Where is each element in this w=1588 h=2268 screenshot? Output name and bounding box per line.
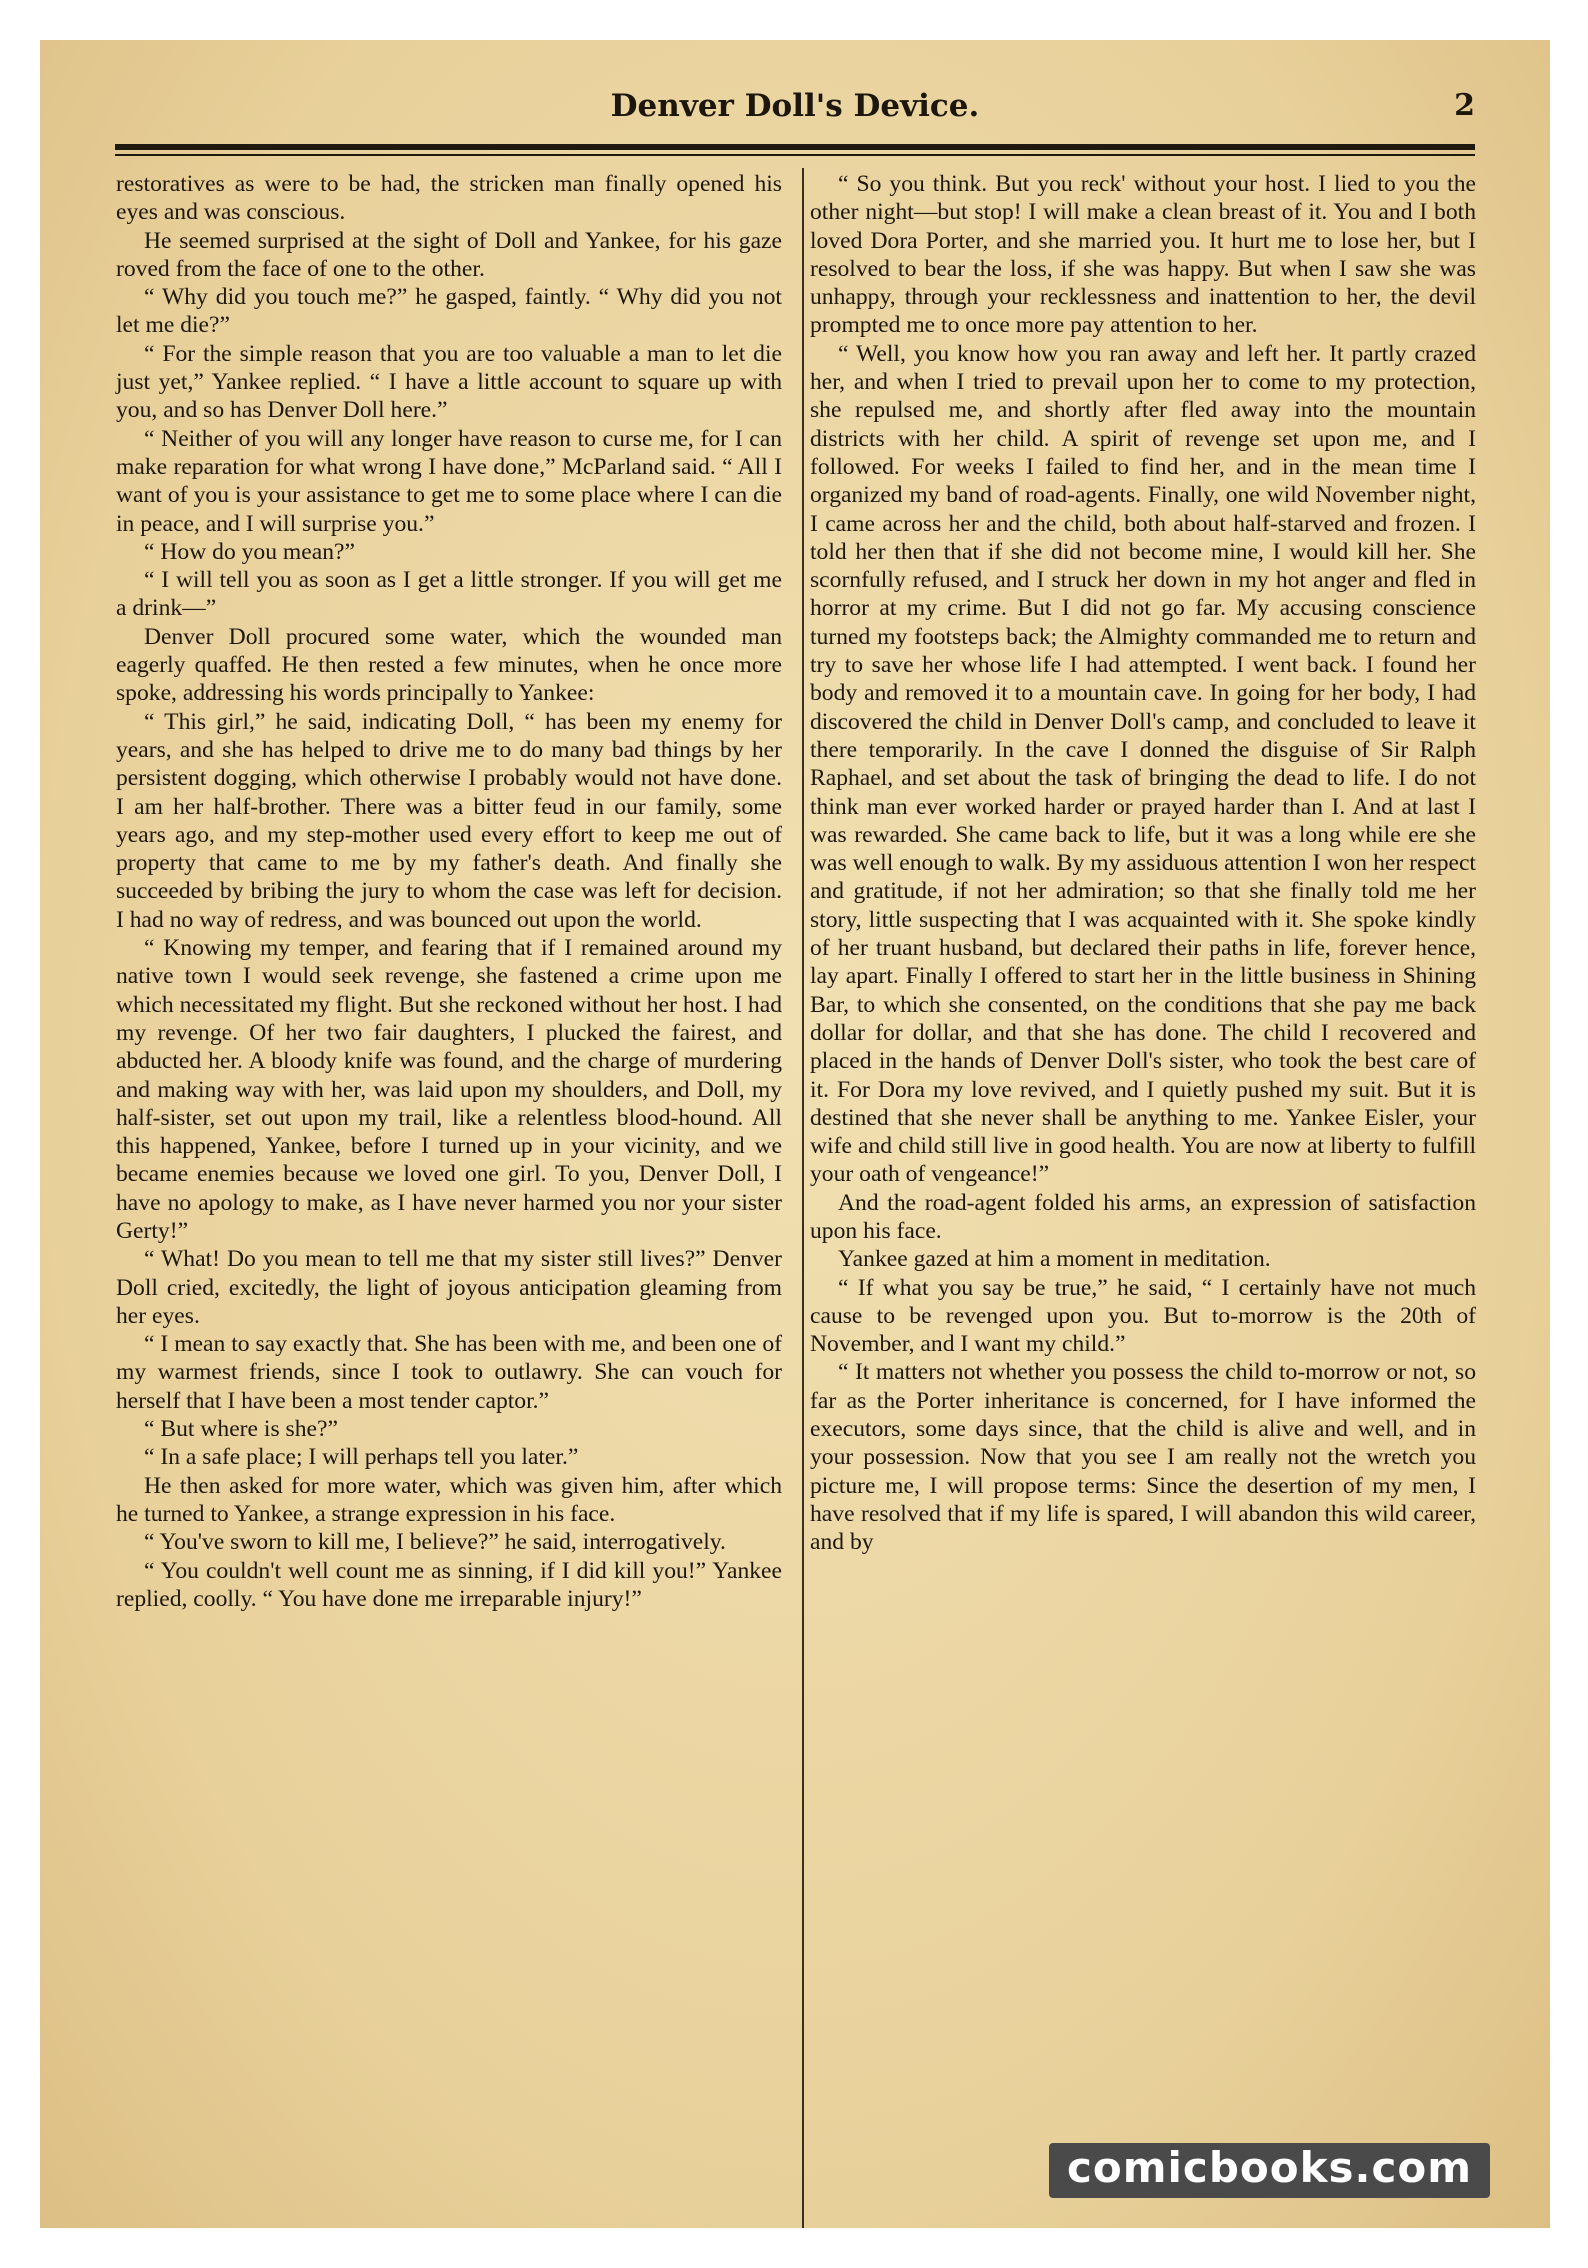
paragraph: “ This girl,” he said, indicating Doll, “ has been my enemy for years, and she has helped to drive me to do many bad things by her persistent dogging, which otherwise I probably would not have done. I am her half-brother. There was a bitter feud in our family, some years ago, and my step-mother used every effort to keep me out of property that came to me by my father's death. And finally she succeeded by bribing the jury to whom the case was left for decision. I had no way of redress, and was bounced out upon the world. — [116, 708, 782, 933]
running-title: Denver Doll's Device. — [610, 88, 980, 124]
paragraph: Yankee gazed at him a moment in meditation. — [838, 1246, 1271, 1273]
paragraph: “ I will tell you as soon as I get a little stronger. If you will get me a drink—” — [116, 567, 782, 622]
magazine-page — [40, 40, 1550, 2228]
paragraph: And the road-agent folded his arms, an expression of satisfaction upon his face. — [810, 1189, 1476, 1244]
paragraph: Denver Doll procured some water, which the wounded man eagerly quaffed. He then rested a few minutes, when he once more spoke, addressing his words principally to Yankee: — [116, 623, 782, 707]
paragraph: He seemed surprised at the sight of Doll and Yankee, for his gaze roved from the face of one to the other. — [116, 227, 782, 282]
paragraph: He then asked for more water, which was given him, after which he turned to Yankee, a strange expression in his face. — [116, 1472, 782, 1527]
page-header — [115, 84, 1475, 134]
paragraph: “ So you think. But you reck' without your host. I lied to you the other night—but stop! I will make a clean breast of it. You and I both loved Dora Porter, and she married you. It hurt me to lose her, but I resolved to bear the loss, if she was happy. But when I saw she was unhappy, through your recklessness and inattention to her, the devil prompted me to once more pay attention to her. — [810, 171, 1476, 339]
paragraph: “ You've sworn to kill me, I believe?” he said, interrogatively. — [144, 1529, 726, 1556]
header-rule-thin — [115, 154, 1475, 156]
paragraph: “ You couldn't well count me as sinning, if I did kill you!” Yankee replied, coolly. “ You have done me irreparable injury!” — [116, 1557, 782, 1612]
paragraph: “ Well, you know how you ran away and left her. It partly crazed her, and when I tried to prevail upon her to come to my protection, she repulsed me, and shortly after fled away into the mountain districts with her child. A spirit of revenge set upon me, and I followed. For weeks I failed to find her, and in the mean time I organized my band of road-agents. Finally, one wild November night, I came across her and the child, both about half-starved and frozen. I told her then that if she did not become mine, I would kill her. She scornfully refused, and I struck her down in my hot anger and fled in horror at my crime. But I did not go far. My accusing conscience turned my footsteps back; the Almighty commanded me to return and try to save her whose life I had attempted. I went back. I found her body and removed it to a mountain cave. In going for her body, I had discovered the child in Denver Doll's camp, and concluded to leave it there temporarily. In the cave I donned the disguise of Sir Ralph Raphael, and set about the task of bringing the dead to life. I do not think man ever worked harder or prayed harder than I. And at last I was rewarded. She came back to life, but it was a long while ere she was well enough to walk. By my assiduous attention I won her respect and gratitude, if not her admiration; so that she finally told me her story, little suspecting that I was acquainted with it. She spoke kindly of her truant husband, but declared their paths in life, forever hence, lay apart. Finally I offered to start her in the little business in Shining Bar, to which she consented, on the conditions that she pay me back dollar for dollar, and that she has done. The child I recovered and placed in the hands of Denver Doll's sister, who took the best care of it. For Dora my love revived, and I quietly pushed my suit. But it is destined that she never shall be anything to me. Yankee Eisler, your wife and child still live in good health. You are now at liberty to fulfill your oath of vengeance!” — [810, 340, 1476, 1188]
paragraph: “ Knowing my temper, and fearing that if I remained around my native town I would seek revenge, she fastened a crime upon me which necessitated my flight. But she reckoned without her host. I had my revenge. Of her two fair daughters, I plucked the fairest, and abducted her. A bloody knife was found, and the charge of murdering and making way with her, was laid upon my shoulders, and Doll, my half-sister, set out upon my trail, like a relentless blood-hound. All this happened, Yankee, before I turned up in your vicinity, and we became enemies because we loved one girl. To you, Denver Doll, I have no apology to make, as I have never harmed you nor your sister Gerty!” — [116, 935, 782, 1244]
column-divider — [802, 168, 804, 2228]
paragraph: “ It matters not whether you possess the child to-morrow or not, so far as the Porter inheritance is concerned, for I have informed the executors, some days since, that the child is alive and well, and in your possession. Now that you see I am really not the wretch you picture me, I will propose terms: Since the desertion of my men, I have resolved that if my life is spared, I will abandon this wild career, and by — [810, 1359, 1476, 1556]
paragraph: “ What! Do you mean to tell me that my sister still lives?” Denver Doll cried, excitedly, the light of joyous anticipation gleaming from her eyes. — [116, 1246, 782, 1329]
paragraph: “ But where is she?” — [144, 1416, 338, 1443]
left-column — [116, 170, 782, 1613]
paragraph: “ Neither of you will any longer have reason to curse me, for I can make reparation for what wrong I have done,” McParland said. “ All I want of you is your assistance to get me to some place where I can die in peace, and I will surprise you.” — [116, 425, 782, 537]
paragraph: “ How do you mean?” — [144, 538, 355, 565]
paragraph: “ For the simple reason that you are too valuable a man to let die just yet,” Yankee replied. “ I have a little account to square up with you, and so has Denver Doll here.” — [116, 340, 782, 424]
paragraph: “ If what you say be true,” he said, “ I certainly have not much cause to be revenged upon you. But to-morrow is the 20th of November, and I want my child.” — [810, 1274, 1476, 1358]
right-column — [810, 170, 1476, 1557]
header-rule — [115, 144, 1475, 150]
page-number: 2 — [1454, 88, 1475, 123]
paragraph: restoratives as were to be had, the stricken man finally opened his eyes and was conscious. — [116, 171, 782, 226]
paragraph: “ In a safe place; I will perhaps tell you later.” — [144, 1444, 579, 1471]
paragraph: “ Why did you touch me?” he gasped, faintly. “ Why did you not let me die?” — [116, 284, 782, 339]
watermark-logo: comicbooks.com — [1049, 2143, 1490, 2198]
paragraph: “ I mean to say exactly that. She has been with me, and been one of my warmest friends, since I took to outlawry. She can vouch for herself that I have been a most tender captor.” — [116, 1331, 782, 1414]
